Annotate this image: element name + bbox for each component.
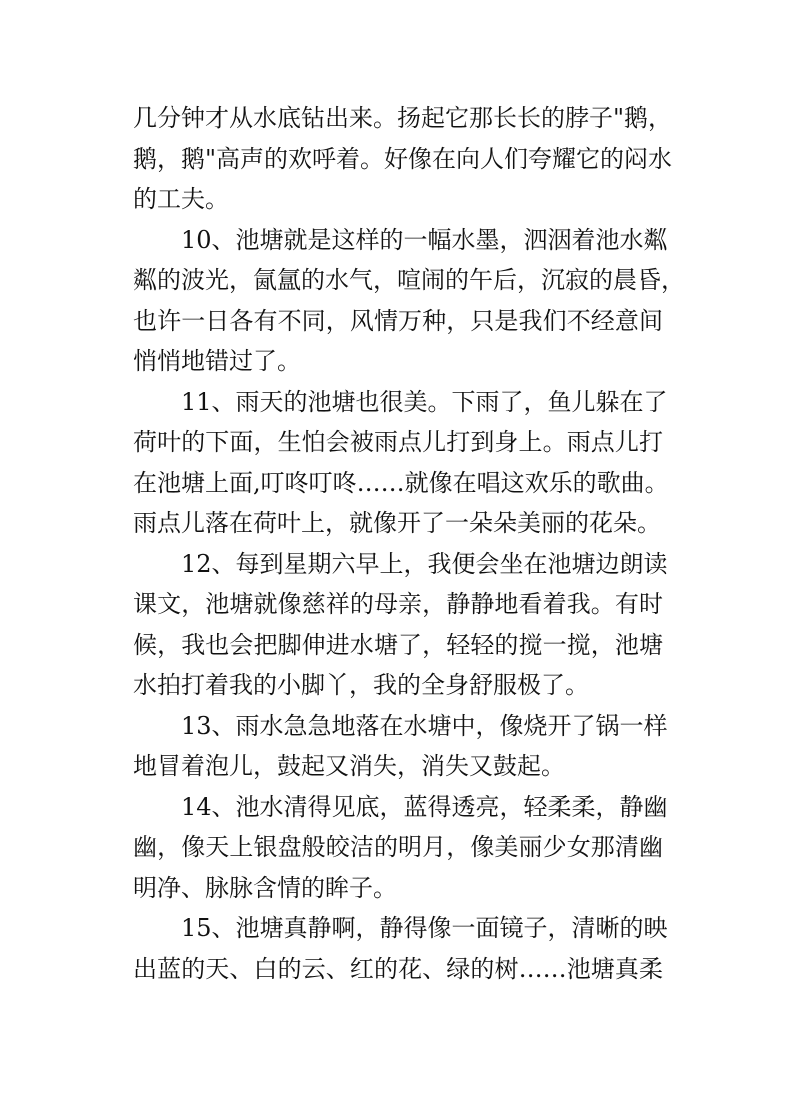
text-line: 地冒着泡儿，鼓起又消失，消失又鼓起。	[133, 752, 565, 780]
text-line: 11、雨天的池塘也很美。下雨了，鱼儿躲在了	[181, 387, 668, 416]
text-line: 幽，像天上银盘般皎洁的明月，像美丽少女那清幽	[133, 833, 663, 861]
paragraph-9	[133, 98, 673, 220]
text-line: 几分钟才从水底钻出来。扬起它那长长的脖子"鹅，	[133, 104, 673, 132]
text-line: 悄悄地错过了。	[133, 347, 301, 375]
text-line: 鹅，鹅"高声的欢呼着。好像在向人们夸耀它的闷水	[133, 144, 673, 173]
paragraph-15	[133, 908, 668, 989]
text-line: 10、池塘就是这样的一幅水墨，泗洇着池水粼	[181, 225, 668, 254]
text-line: 13、雨水急急地落在水塘中，像烧开了锅一样	[181, 711, 668, 740]
text-line: 出蓝的天、白的云、红的花、绿的树……池塘真柔	[133, 954, 663, 983]
text-line: 也许一日各有不同，风情万种，只是我们不经意间	[133, 306, 663, 335]
text-line: 12、每到星期六早上，我便会坐在池塘边朗读	[181, 549, 668, 578]
text-line: 水拍打着我的小脚丫，我的全身舒服极了。	[133, 671, 589, 699]
text-line: 在池塘上面,叮咚叮咚……就像在唱这欢乐的歌曲。	[133, 468, 669, 497]
paragraph-11	[133, 382, 669, 544]
text-line: 14、池水清得见底，蓝得透亮，轻柔柔，静幽	[181, 792, 668, 821]
text-line: 雨点儿落在荷叶上，就像开了一朵朵美丽的花朵。	[133, 509, 661, 537]
paragraph-13	[133, 706, 668, 787]
text-line: 明净、脉脉含情的眸子。	[133, 873, 397, 902]
text-line: 荷叶的下面，生怕会被雨点儿打到身上。雨点儿打	[133, 428, 663, 456]
text-line: 候，我也会把脚伸进水塘了，轻轻的搅一搅，池塘	[133, 630, 663, 659]
paragraph-14	[133, 787, 668, 909]
paragraph-12	[133, 544, 668, 706]
paragraph-10	[133, 220, 685, 382]
text-line: 15、池塘真静啊，静得像一面镜子，清晰的映	[181, 914, 668, 942]
text-line: 粼的波光，氤氲的水气，喧闹的午后，沉寂的晨昏，	[133, 266, 685, 294]
document-body	[133, 98, 685, 989]
text-line: 课文，池塘就像慈祥的母亲，静静地看着我。有时	[133, 590, 663, 618]
text-line: 的工夫。	[133, 185, 229, 213]
